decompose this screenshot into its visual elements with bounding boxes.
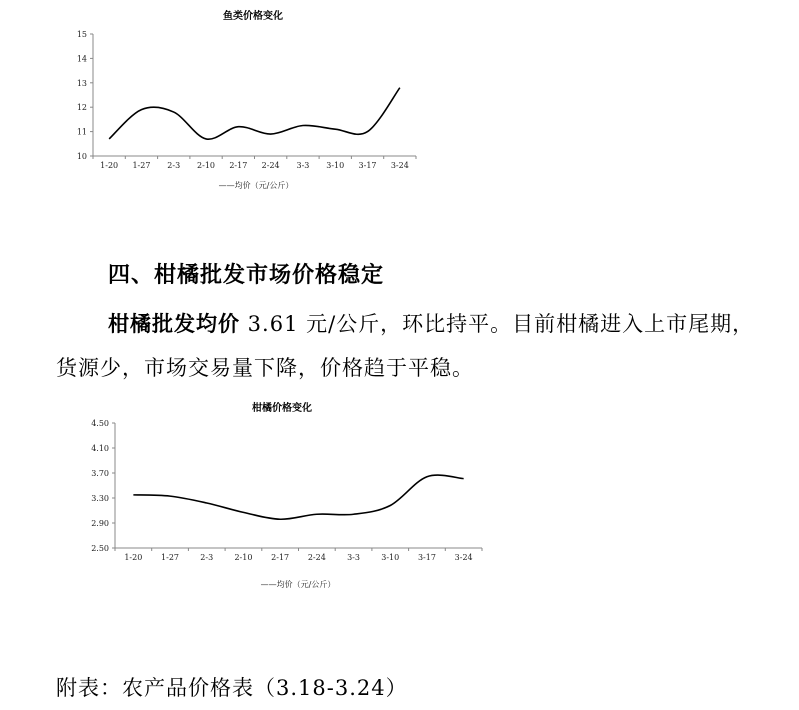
series-line: [133, 475, 463, 519]
fish-price-chart: [0, 0, 799, 200]
x-tick-label: 3-17: [417, 553, 436, 562]
x-tick-label: 2-10: [234, 553, 253, 562]
x-tick-label: 3-24: [454, 553, 473, 562]
x-tick-label: 2-17: [271, 553, 290, 562]
x-tick-label: 2-3: [167, 161, 181, 170]
legend-label: ——均价（元/公斤）: [218, 181, 294, 190]
paragraph-lead: 柑橘批发均价: [108, 311, 240, 336]
x-tick-label: 1-27: [132, 161, 151, 170]
section-paragraph: [56, 302, 756, 390]
y-tick-label: 15: [76, 30, 87, 39]
legend-label: ——均价（元/公斤）: [260, 580, 336, 589]
y-tick-label: 10: [76, 152, 87, 161]
y-tick-label: 2.90: [91, 519, 109, 528]
x-tick-label: 3-3: [347, 553, 360, 562]
section-heading: 四、柑橘批发市场价格稳定: [108, 262, 385, 288]
y-tick-label: 2.50: [91, 544, 109, 553]
x-tick-label: 2-10: [197, 161, 216, 170]
x-tick-label: 1-20: [100, 161, 119, 170]
x-tick-label: 3-10: [381, 553, 400, 562]
series-line: [109, 88, 400, 140]
x-tick-label: 2-24: [307, 553, 326, 562]
x-tick-label: 3-3: [296, 161, 310, 170]
citrus-price-chart: [0, 396, 799, 596]
x-tick-label: 1-20: [124, 553, 143, 562]
y-tick-label: 13: [76, 78, 87, 88]
y-tick-label: 14: [76, 54, 87, 64]
x-tick-label: 3-10: [326, 161, 345, 170]
x-tick-label: 2-24: [261, 161, 280, 170]
y-tick-label: 3.70: [91, 469, 109, 478]
x-tick-label: 2-3: [200, 553, 214, 562]
x-tick-label: 3-24: [390, 161, 409, 170]
chart-title: 鱼类价格变化: [223, 11, 283, 22]
y-tick-label: 12: [76, 103, 87, 113]
x-tick-label: 3-17: [358, 161, 377, 170]
appendix-caption: 附表：农产品价格表（3.18-3.24）: [56, 676, 408, 700]
y-tick-label: 11: [76, 127, 87, 137]
y-tick-label: 4.50: [91, 419, 109, 428]
paragraph-body: 3.61 元/公斤，环比持平。目前柑橘进入上市尾期，货源少，市场交易量下降，价格趋于平稳。: [56, 312, 755, 380]
x-tick-label: 2-17: [229, 161, 248, 170]
chart-title: 柑橘价格变化: [252, 403, 312, 414]
y-tick-label: 3.30: [91, 494, 109, 503]
y-tick-label: 4.10: [91, 444, 109, 453]
x-tick-label: 1-27: [161, 553, 180, 562]
